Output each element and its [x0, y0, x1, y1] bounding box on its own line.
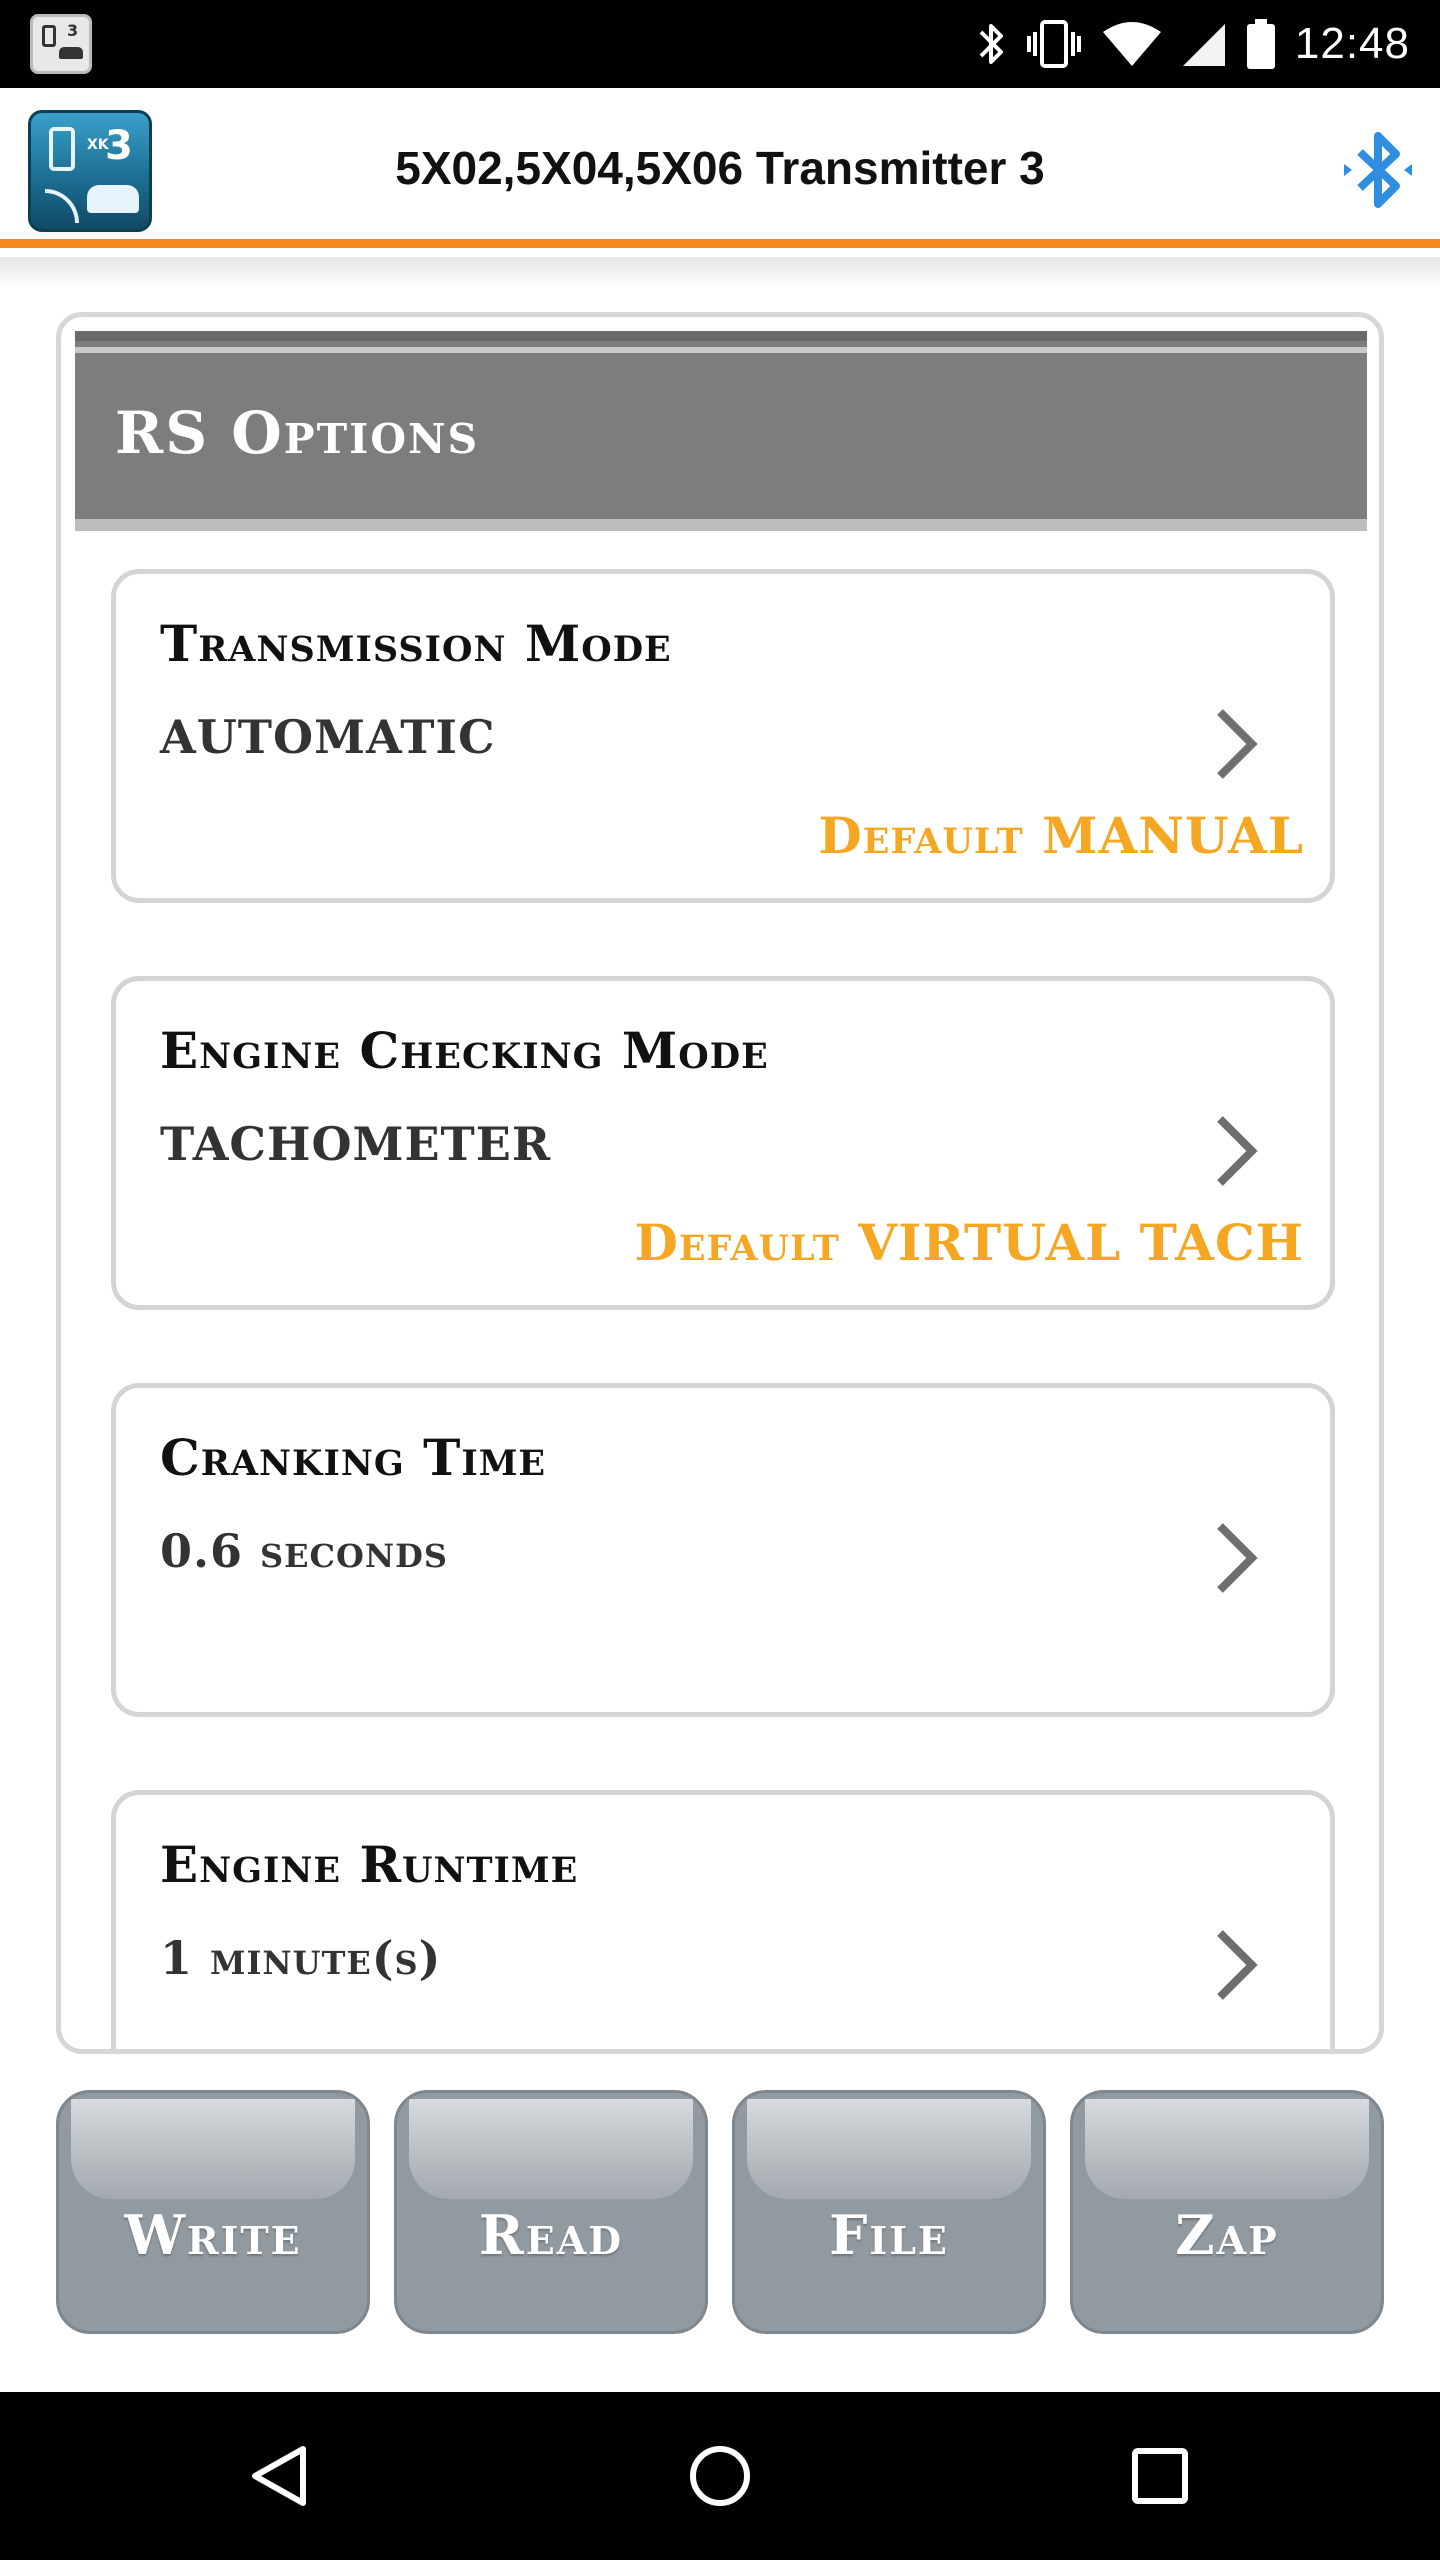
chevron-right-icon	[1214, 1520, 1258, 1596]
option-title: Transmission Mode	[160, 614, 672, 673]
status-icons	[977, 0, 1410, 88]
recents-icon	[1125, 2441, 1195, 2511]
wifi-icon	[1101, 20, 1163, 68]
chevron-right-icon	[1214, 1113, 1258, 1189]
zap-button[interactable]: Zap	[1070, 2090, 1384, 2334]
file-button[interactable]: File	[732, 2090, 1046, 2334]
home-icon	[685, 2441, 755, 2511]
system-nav-bar	[0, 2392, 1440, 2560]
home-button[interactable]	[680, 2436, 760, 2516]
app-logo[interactable]: XK 3	[28, 110, 152, 232]
bluetooth-icon	[977, 18, 1007, 70]
option-value: TACHOMETER	[160, 1117, 552, 1171]
option-engine-runtime[interactable]	[111, 1790, 1335, 2054]
app-notification-icon: 3	[30, 14, 92, 74]
option-cranking-time[interactable]	[111, 1383, 1335, 1717]
option-transmission-mode[interactable]	[111, 569, 1335, 903]
status-bar	[0, 0, 1440, 88]
option-value: AUTOMATIC	[160, 710, 496, 764]
vibrate-icon	[1025, 18, 1083, 70]
toolbar-shadow	[0, 257, 1440, 287]
back-button[interactable]	[240, 2436, 320, 2516]
option-value: 0.6 seconds	[160, 1524, 448, 1578]
chevron-right-icon	[1214, 1927, 1258, 2003]
recents-button[interactable]	[1120, 2436, 1200, 2516]
option-default: Default MANUAL	[818, 806, 1304, 865]
option-value: 1 minute(s)	[160, 1931, 442, 1985]
back-icon	[245, 2441, 315, 2511]
section-title: RS Options	[115, 399, 480, 467]
option-title: Engine Runtime	[160, 1835, 579, 1894]
page-title: 5X02,5X04,5X06 Transmitter 3	[395, 142, 1045, 194]
write-button[interactable]: Write	[56, 2090, 370, 2334]
chevron-right-icon	[1214, 706, 1258, 782]
option-title: Engine Checking Mode	[160, 1021, 769, 1080]
option-title: Cranking Time	[160, 1428, 547, 1487]
signal-icon	[1181, 20, 1227, 68]
options-panel[interactable]	[56, 312, 1384, 2054]
read-button[interactable]: Read	[394, 2090, 708, 2334]
battery-icon	[1245, 18, 1277, 70]
app-toolbar	[0, 88, 1440, 248]
bluetooth-button[interactable]	[1334, 124, 1422, 216]
section-header	[75, 331, 1367, 531]
option-default: Default VIRTUAL TACH	[634, 1213, 1304, 1272]
option-engine-checking-mode[interactable]	[111, 976, 1335, 1310]
status-time: 12:48	[1294, 19, 1410, 68]
bluetooth-icon	[1338, 126, 1418, 214]
